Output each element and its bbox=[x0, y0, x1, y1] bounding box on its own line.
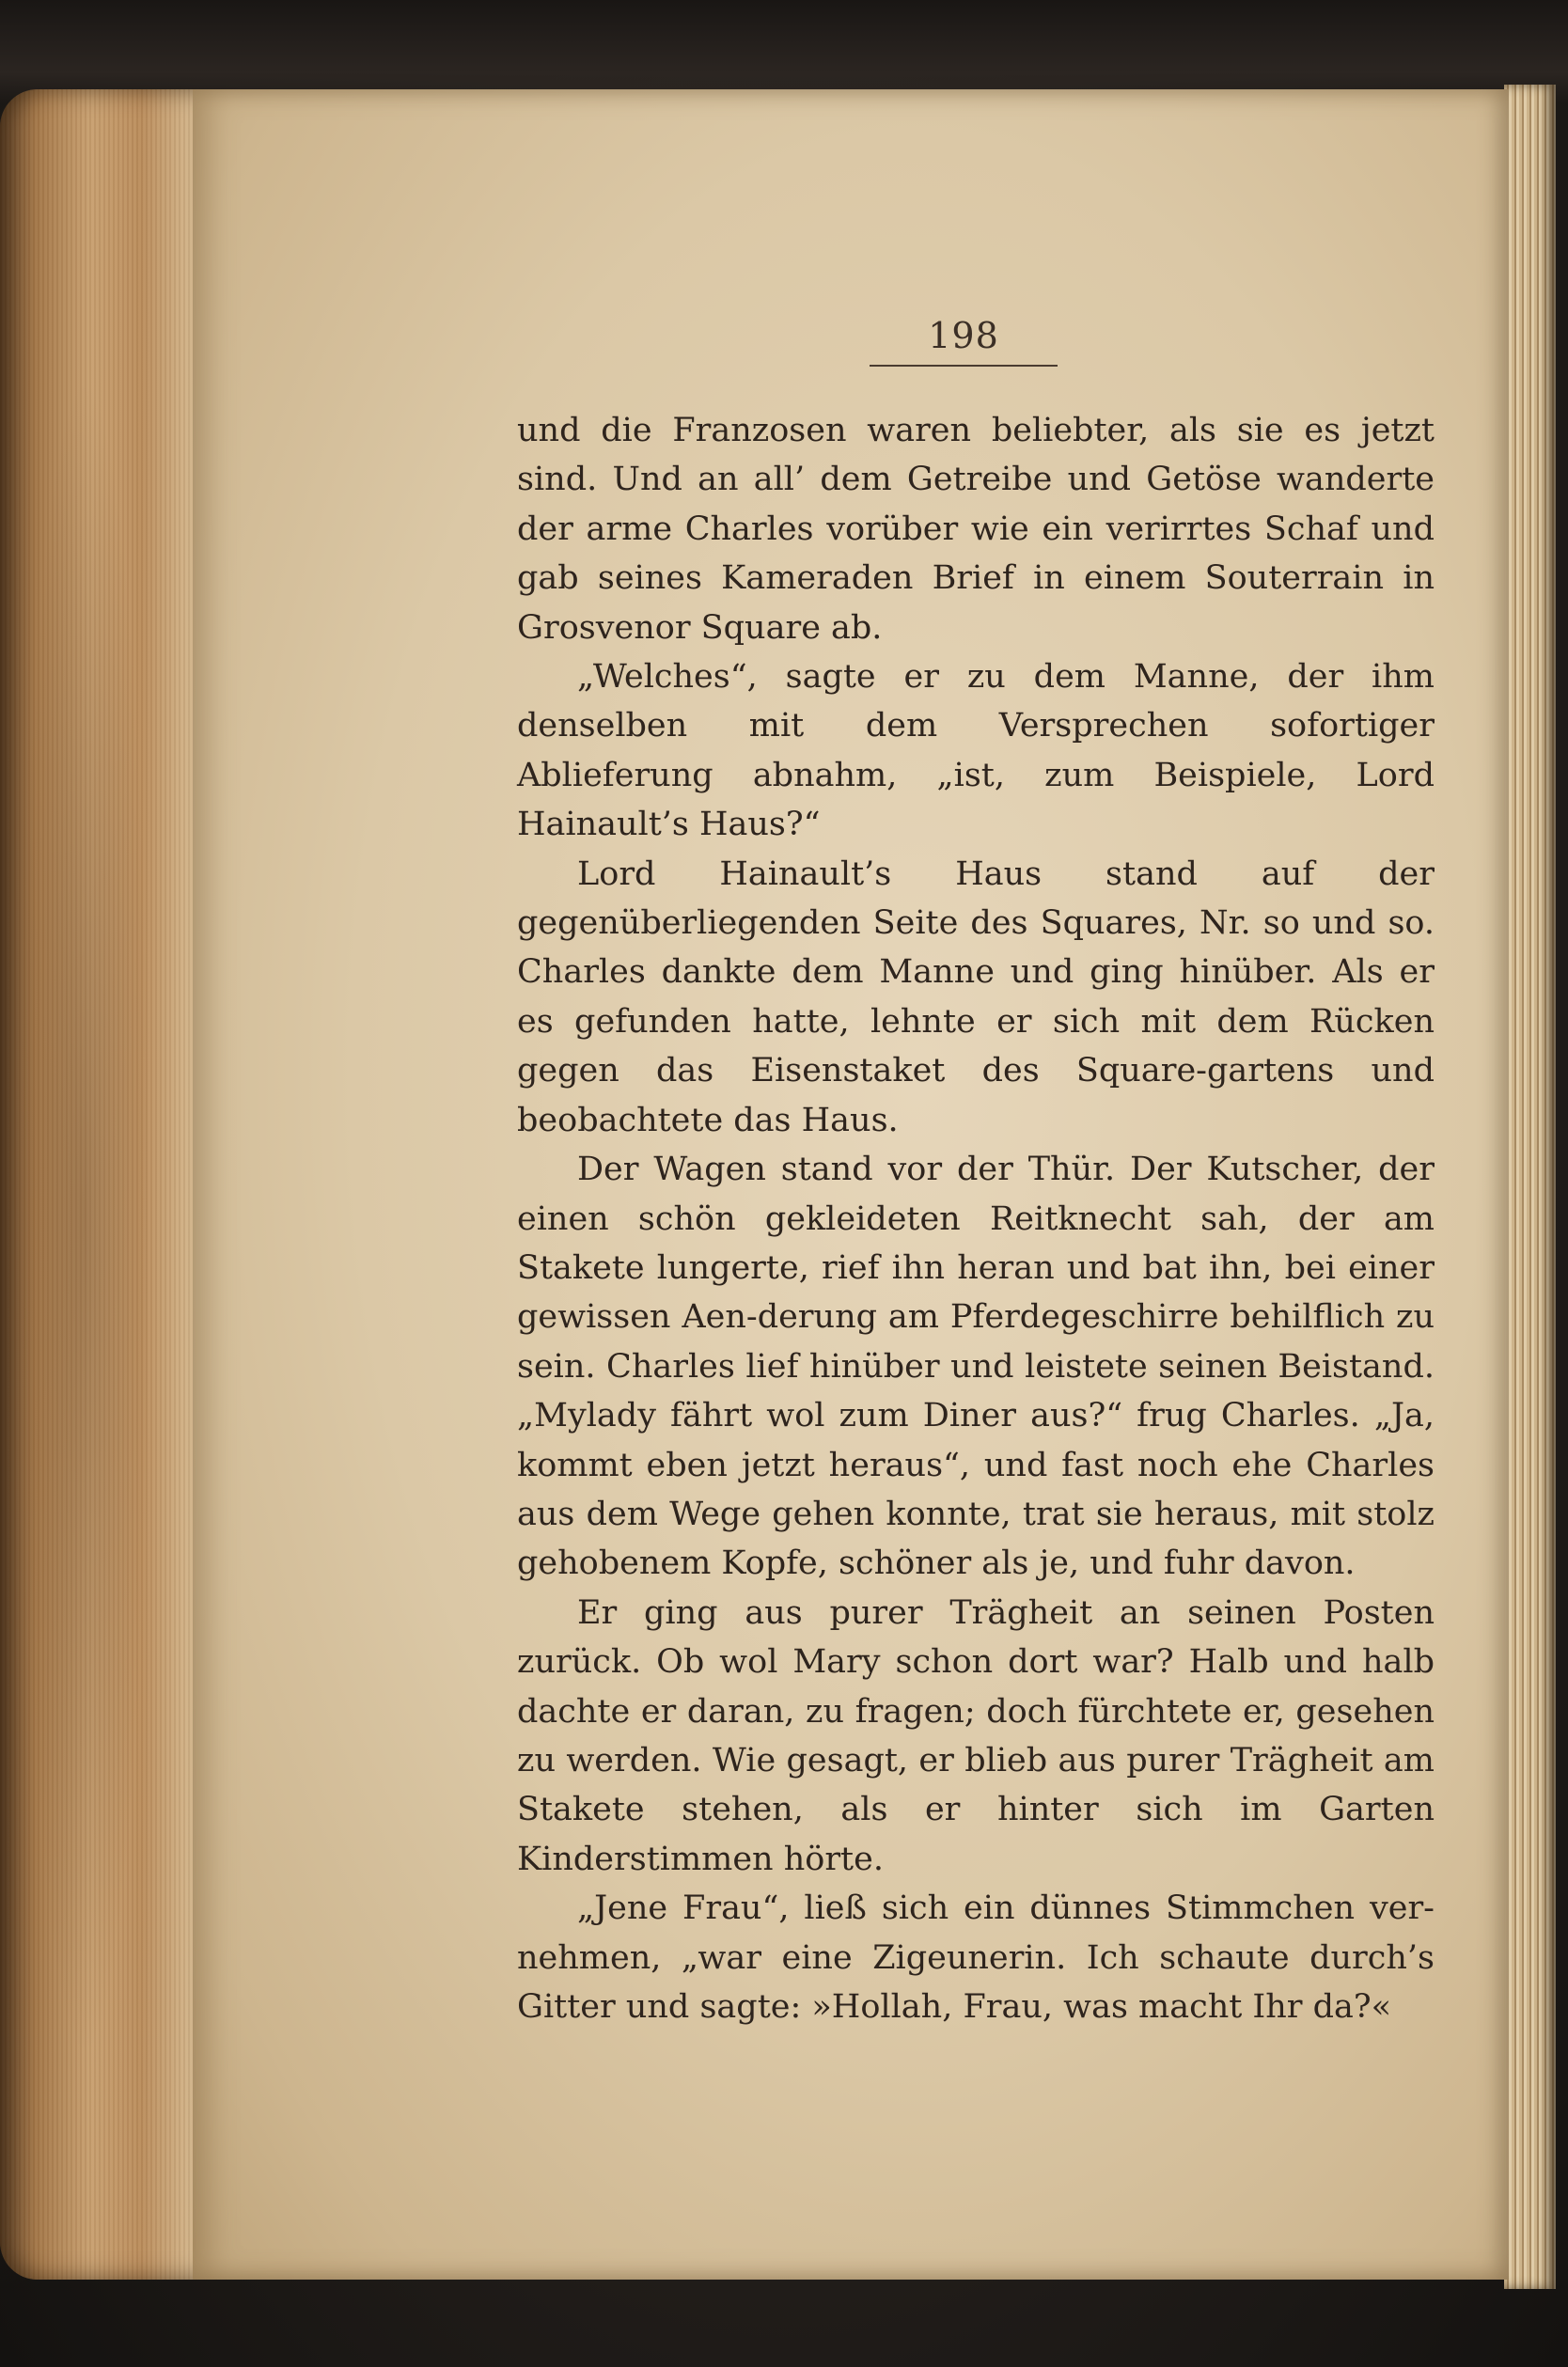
paragraph: Der Wagen stand vor der Thür. Der Kutscher, der einen schön gekleideten Reitknecht sah, der am Stakete lungerte, rief ihn heran und bat ihn, bei einer gewissen Aen-derung am Pferdegeschirre behilflich zu sein. Charles lief hinüber und leistete seinen Beistand. „Mylady fährt wol zum Diner aus?“ frug Charles. „Ja, kommt eben jetzt heraus“, und fast noch ehe Charles aus dem Wege gehen konnte, trat sie heraus, mit stolz gehobenem Kopfe, schöner als je, und fuhr davon. bbox=[517, 1151, 1435, 1583]
paragraph: und die Franzosen waren beliebter, als sie es jetzt sind. Und an all’ dem Getreibe und Getöse wanderte der arme Charles vorüber wie ein verirrtes Schaf und gab seines Kameraden Brief in einem Souterrain in Grosvenor Square ab. bbox=[517, 412, 1435, 647]
background-top bbox=[0, 0, 1568, 103]
header-rule bbox=[870, 365, 1058, 367]
page-number: 198 bbox=[928, 315, 999, 356]
body-text bbox=[517, 406, 1435, 2031]
page-stack-edge bbox=[0, 89, 202, 2280]
right-page-edges bbox=[1504, 85, 1556, 2289]
paragraph: „Welches“, sagte er zu dem Manne, der ihm denselben mit dem Versprechen sofortiger Ablieferung abnahm, „ist, zum Beispiele, Lord Hainault’s Haus?“ bbox=[517, 658, 1435, 844]
page-stain bbox=[19, 371, 150, 2063]
paragraph: Er ging aus purer Trägheit an seinen Posten zurück. Ob wol Mary schon dort war? Halb und halb dachte er daran, zu fragen; doch fürchtete er, gesehen zu werden. Wie gesagt, er blieb aus purer Trägheit am Stakete stehen, als er hinter sich im Garten Kinderstimmen hörte. bbox=[517, 1593, 1435, 1878]
paragraph: „Jene Frau“, ließ sich ein dünnes Stimmchen ver-nehmen, „war eine Zigeunerin. Ich schaute durch’s Gitter und sagte: »Hollah, Frau, was macht Ihr da?« bbox=[517, 1889, 1435, 2026]
paragraph: Lord Hainault’s Haus stand auf der gegenüberliegenden Seite des Squares, Nr. so und so. Charles dankte dem Manne und ging hinüber. Als er es gefunden hatte, lehnte er sich mit dem Rücken gegen das Eisenstaket des Square-gartens und beobachtete das Haus. bbox=[517, 854, 1435, 1139]
